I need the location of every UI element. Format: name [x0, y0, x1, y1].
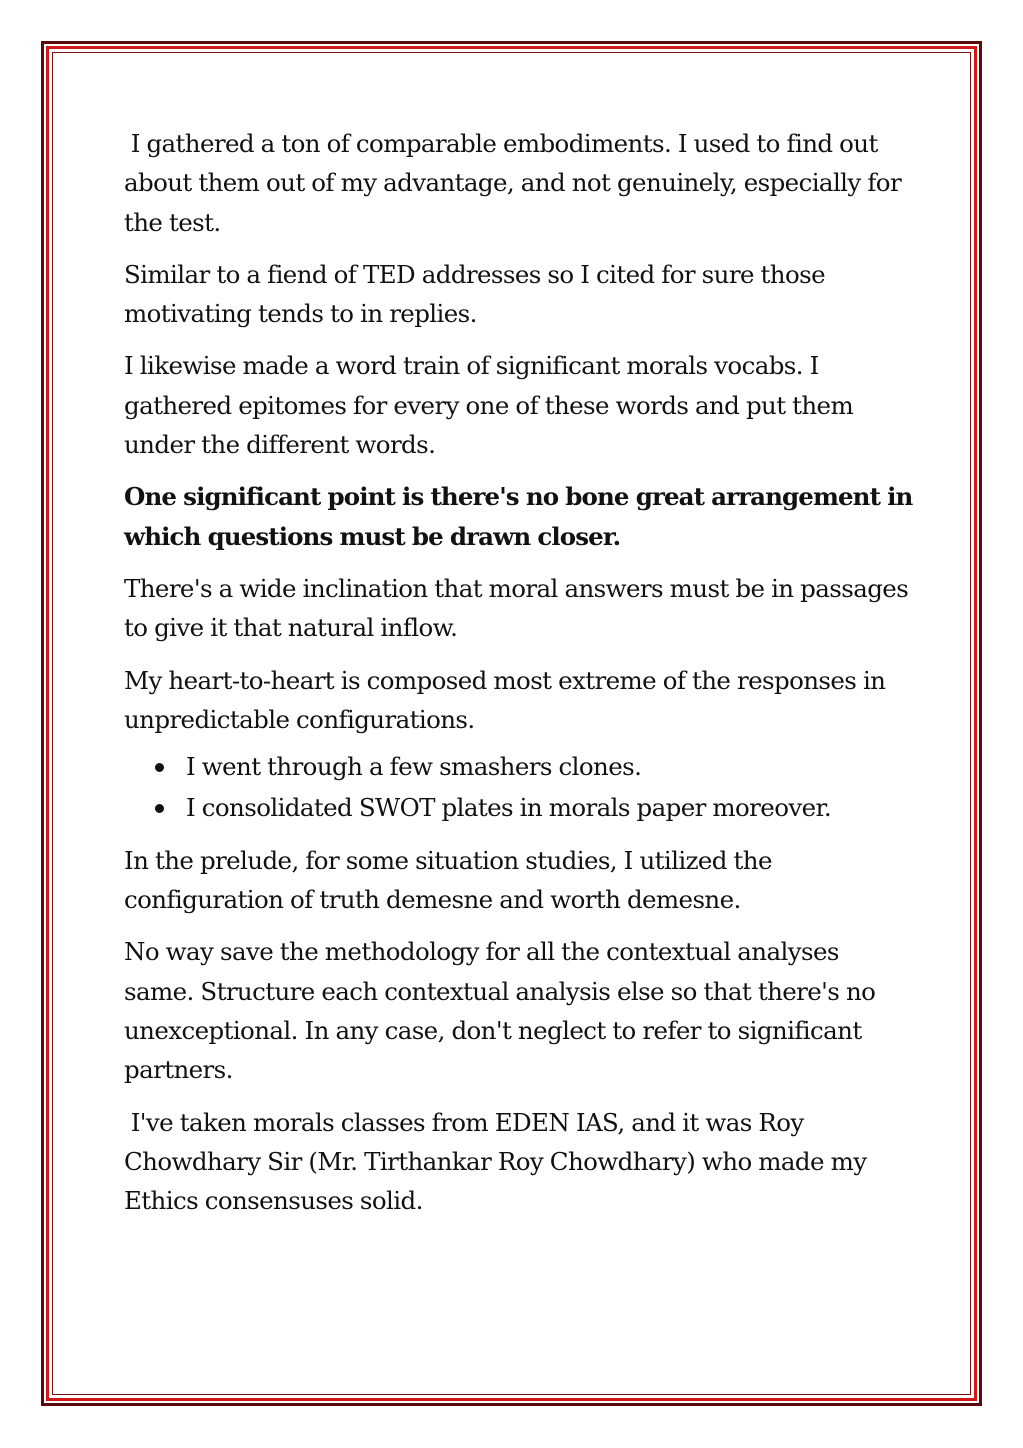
list-item-text: I consolidated SWOT plates in morals paper moreover.	[186, 793, 832, 823]
paragraph-methodology: No way save the methodology for all the contextual analyses same. Structure each contextual analysis else so that there's no unexceptional. In any case, don't neglect to refer to significant partners.	[124, 937, 876, 1085]
paragraph-embodiments: I gathered a ton of comparable embodiments. I used to find out about them out of my advantage, and not genuinely, especially for the test.	[124, 129, 908, 237]
bullet-list	[124, 747, 914, 828]
list-item	[124, 788, 914, 827]
bullet-icon	[155, 763, 164, 772]
paragraph-configurations: My heart-to-heart is composed most extreme of the responses in unpredictable configurations.	[124, 665, 886, 734]
bullet-icon	[155, 804, 164, 813]
document-body	[124, 124, 914, 1233]
paragraph-passages: There's a wide inclination that moral answers must be in passages to give it that natural inflow.	[124, 573, 909, 643]
paragraph-bold-point: One significant point is there's no bone great arrangement in which questions must be drawn closer.	[124, 482, 913, 551]
list-item-text: I went through a few smashers clones.	[186, 752, 642, 782]
paragraph-word-train: I likewise made a word train of significant morals vocabs. I gathered epitomes for every one of these words and put them under the different words.	[124, 351, 854, 460]
list-item	[124, 747, 914, 786]
paragraph-prelude: In the prelude, for some situation studies, I utilized the configuration of truth demesne and worth demesne.	[124, 845, 772, 915]
paragraph-ted: Similar to a fiend of TED addresses so I cited for sure those motivating tends to in replies.	[124, 259, 825, 329]
paragraph-eden-ias: I've taken morals classes from EDEN IAS, and it was Roy Chowdhary Sir (Mr. Tirthankar Roy Chowdhary) who made my Ethics consensuses solid.	[124, 1107, 874, 1216]
